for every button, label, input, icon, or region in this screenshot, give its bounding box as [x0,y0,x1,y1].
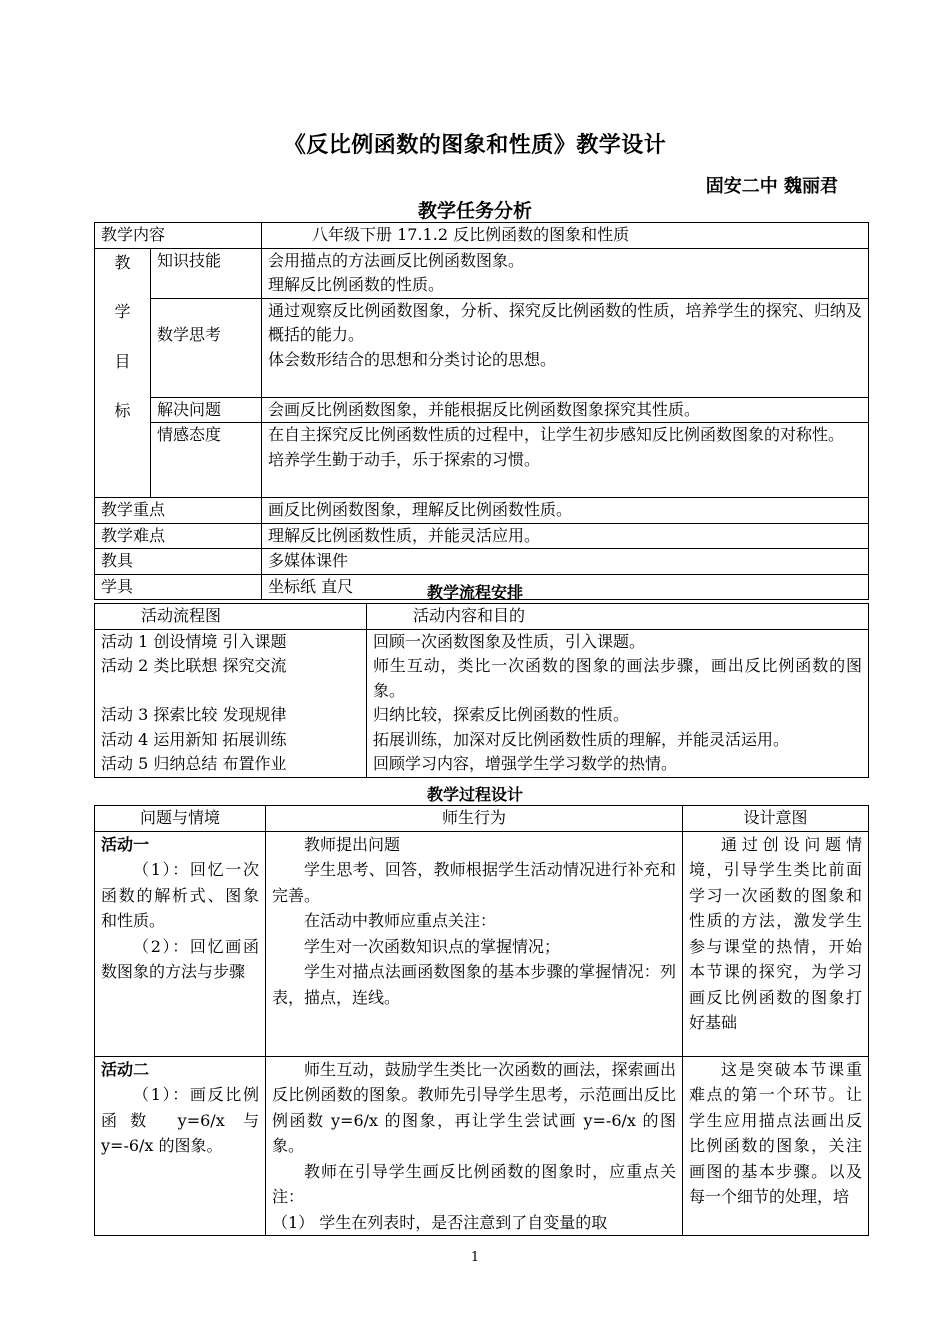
author-line: 固安二中 魏丽君 [705,176,838,197]
activity1-title: 活动一 [101,834,150,854]
student-tools-value: 坐标纸 直尺 [262,574,869,600]
flow-content: 拓展训练，加深对反比例函数性质的理解，并能灵活运用。 [373,729,790,749]
flow-activity: 活动 3 探索比较 发现规律 [101,705,287,724]
process-heading: 教学过程设计 [426,785,523,804]
flow-col1-header: 活动流程图 [95,604,367,630]
key-point-value: 画反比例函数图象，理解反比例函数性质。 [262,498,869,524]
goal-solving-text [262,397,869,423]
flow-activities-cell [95,629,367,777]
flow-table [94,603,869,778]
goal-thinking-label: 数学思考 [151,298,262,397]
page-number: 1 [470,1250,480,1265]
task-analysis-heading: 教学任务分析 [417,200,532,222]
activity2-action-item: （1） 学生在列表时，是否注意到了自变量的取 [272,1212,608,1232]
flow-activity: 活动 1 创设情境 引入课题 [101,631,287,651]
activity1-action: 学生对一次函数知识点的掌握情况； [304,936,561,956]
flow-spacer [101,679,360,704]
flow-activity: 活动 2 类比联想 探究交流 [101,656,287,675]
flow-activity: 活动 5 归纳总结 布置作业 [101,754,287,773]
flow-content: 回顾一次函数图象及性质，引入课题。 [373,631,646,651]
goal-knowledge-label: 知识技能 [151,248,262,298]
activity1-action: 在活动中教师应重点关注： [304,911,497,930]
activity2-intent: 这是突破本节课重难点的第一个环节。让学生应用描点法画出反比例函数的图象，关注画图的基本步骤。以及每一个细节的处理，培 [689,1059,862,1206]
flow-heading: 教学流程安排 [426,583,523,602]
activity2-intent-cell [683,1056,869,1236]
activity1-intent: 通过创设问题情境，引导学生类比前面学习一次函数的图象和性质的方法，激发学生参与课堂的热情，开始本节课的探究，为学习画反比例函数的图象打好基础 [689,834,862,1032]
difficulty-value: 理解反比例函数性质，并能灵活应用。 [262,523,869,549]
tools-label: 教具 [95,549,262,575]
goal-line: 会画反比例函数图象，并能根据反比例函数图象探究其性质。 [268,399,701,419]
key-point-label: 教学重点 [95,498,262,524]
goal-label-char: 学 [114,302,131,321]
activity1-problem: （2）：回忆画函数图象的方法与步骤 [101,936,259,981]
task-analysis-table [94,222,869,600]
content-value: 八年级下册 17.1.2 反比例函数的图象和性质 [262,223,869,249]
activity1-problem: （1）：回忆一次函数的解析式、图象和性质。 [101,860,259,930]
activity1-intent-cell [683,831,869,1056]
process-table [94,805,869,1236]
goal-line: 理解反比例函数的性质。 [268,275,445,294]
flow-content: 归纳比较，探索反比例函数的性质。 [373,705,630,724]
goal-knowledge-text [262,248,869,298]
flow-activity: 活动 4 运用新知 拓展训练 [101,729,287,749]
activity2-action: 师生互动，鼓励学生类比一次函数的画法，探索画出反比例函数的图象。教师先引导学生思考，示范画出反比例函数 y=6/x 的图象，再让学生尝试画 y=-6/x 的图象。 [272,1059,676,1155]
goal-line: 会用描点的方法画反比例函数图象。 [268,250,525,270]
student-tools-label: 学具 [95,574,262,600]
difficulty-label: 教学难点 [95,523,262,549]
goal-solving-label: 解决问题 [151,397,262,423]
process-col1-header: 问题与情境 [95,806,266,832]
goal-line: 体会数形结合的思想和分类讨论的思想。 [268,349,557,369]
goal-line: 培养学生勤于动手，乐于探索的习惯。 [268,449,541,469]
document-title: 《反比例函数的图象和性质》教学设计 [283,132,667,158]
activity2-title: 活动二 [101,1059,150,1079]
goal-attitude-label: 情感态度 [151,423,262,498]
activity1-action: 学生对描点法画函数图象的基本步骤的掌握情况：列表，描点，连线。 [272,962,676,1007]
activity1-action: 教师提出问题 [304,834,401,854]
goal-line: 在自主探究反比例函数性质的过程中，让学生初步感知反比例函数图象的对称性。 [268,425,845,444]
tools-value: 多媒体课件 [262,549,869,575]
activity2-action-cell [266,1056,683,1236]
flow-content: 回顾学习内容，增强学生学习数学的热情。 [373,754,678,773]
goal-label-char: 教 [114,252,131,272]
process-col2-header: 师生行为 [266,806,683,832]
activity2-problem-cell [95,1056,266,1236]
flow-col2-header: 活动内容和目的 [367,604,869,630]
goal-thinking-text [262,298,869,397]
activity1-action: 学生思考、回答，教师根据学生活动情况进行补充和完善。 [272,860,676,905]
process-col3-header: 设计意图 [683,806,869,832]
flow-contents-cell [367,629,869,777]
activity2-action: 教师在引导学生画反比例函数的图象时，应重点关注： [272,1161,676,1206]
activity1-problem-cell [95,831,266,1056]
goal-line: 通过观察反比例函数图象，分析、探究反比例函数的性质，培养学生的探究、归纳及概括的能力。 [268,300,862,344]
goal-attitude-text [262,423,869,498]
goal-label-char: 目 [114,351,131,371]
activity2-problem: （1）：画反比例函数 y=6/x 与 y=-6/x 的图象。 [101,1085,259,1155]
flow-content: 师生互动，类比一次函数的图象的画法步骤，画出反比例函数的图象。 [373,656,862,700]
goal-label-char: 标 [114,401,131,420]
content-label: 教学内容 [95,223,262,249]
goal-label [95,248,151,498]
activity1-action-cell [266,831,683,1056]
